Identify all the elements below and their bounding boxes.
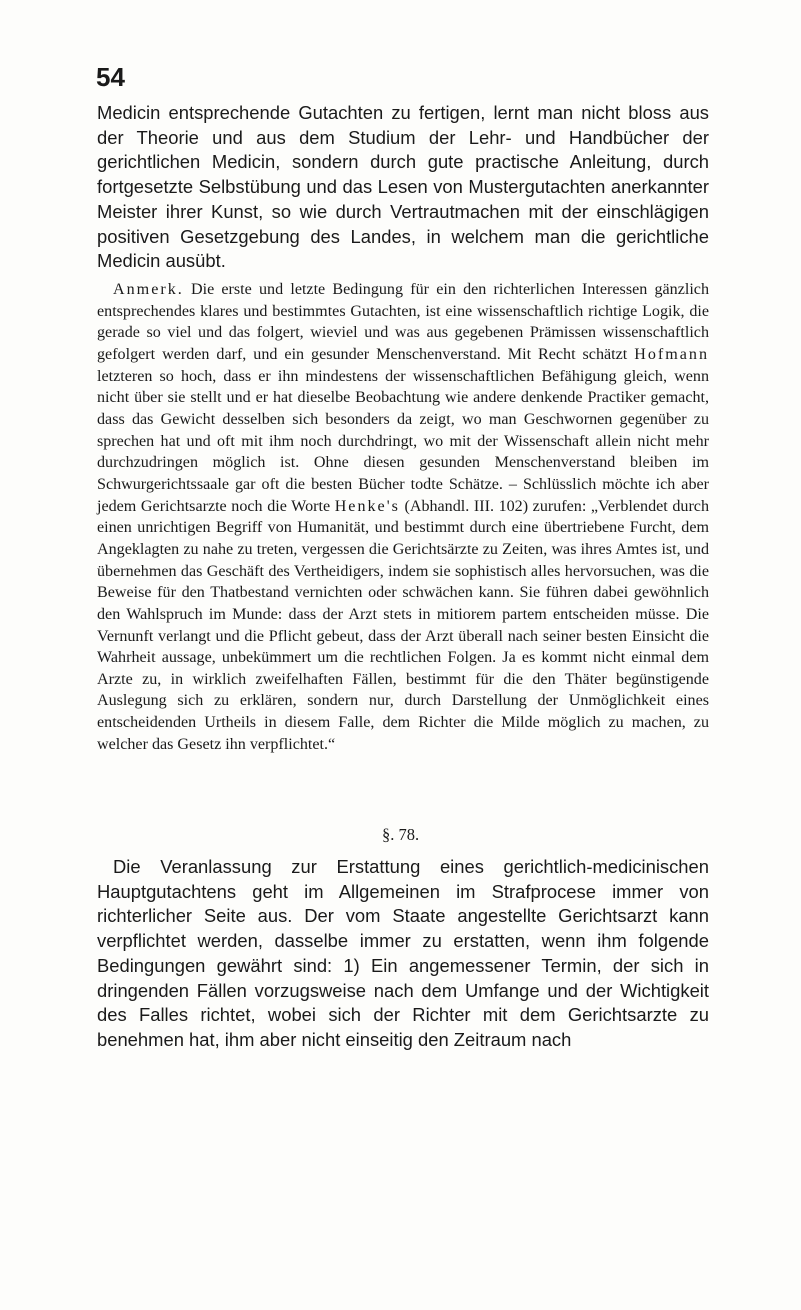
section-heading: §. 78. — [381, 825, 420, 844]
note-text-part-1: Die erste und letzte Bedingung für ein den richterlichen Interessen gänzlich entsprechendes klares und bestimmtes Gutachten, ist eine wissenschaftlich richtige Logik, die gerade so viel und das folgert, wieviel und was aus gegebenen Prämissen wissenschaftlich gefolgert werden darf, und ein gesunder Menschenverstand. Mit Recht schätzt — [97, 281, 709, 363]
body-paragraph-1: Medicin entsprechende Gutachten zu fertigen, lernt man nicht bloss aus der Theorie und aus dem Studium der Lehr- und Handbücher der gerichtlichen Medicin, sondern durch gute practische Anleitung, durch fortgesetzte Selbstübung und das Lesen von Mustergutachten anerkannter Meister ihrer Kunst, so wie durch Vertrautmachen mit der einschlägigen positiven Gesetzgebung des Landes, in welchem man die gerichtliche Medicin ausübt. — [97, 102, 709, 272]
annotation-note — [97, 279, 709, 755]
note-label: Anmerk. — [113, 281, 184, 298]
note-text-part-2: letzteren so hoch, dass er ihn mindestens der wissenschaftlichen Befähigung gleich, wenn nicht über sie stellt und er hat dieselbe Beobachtung wie andere denkende Practiker gemacht, dass das Gewicht desselben sich besonders da zeigt, wo man Geschwornen gegenüber zu sprechen hat und oft mit ihm noch durchdringt, wo mit der Wissenschaft allein nicht mehr durchzudringen möglich ist. Ohne diesen gesunden Menschenverstand bleiben im Schwurgerichtssaale gar oft die besten Bücher todte Schätze. – Schlüsslich möchte ich aber jedem Gerichtsarzte noch die Worte — [97, 367, 709, 515]
note-text-part-3: (Abhandl. III. 102) zurufen: „Verblendet durch einen unrichtigen Begriff von Humanität, und bestimmt durch eine übertriebene Furcht, dem Angeklagten zu nahe zu treten, vergessen die Gerichtsärzte zu Zeiten, was ihres Amtes ist, und übernehmen das Geschäft des Vertheidigers, indem sie sophistisch alles hervorsuchen, was die Beweise für den Thatbestand vernichten oder schwächen kann. Sie führen dabei gewöhnlich den Wahlspruch im Munde: dass der Arzt stets in mitiorem partem entscheiden müsse. Die Vernunft verlangt und die Pflicht gebeut, dass der Arzt überall nach seiner besten Einsicht die Wahrheit aussage, unbekümmert um die rechtlichen Folgen. Ja es kommt nicht einmal dem Arzte zu, in wirklich zweifelhaften Fällen, bestimmt für die den Thäter begünstigende Auslegung sich zu erklären, sondern nur, durch Darstellung der Unmöglichkeit eines entscheidenden Urtheils in diesem Falle, dem Richter die Milde möglich zu machen, zu welcher das Gesetz ihn verpflichtet.“ — [97, 497, 709, 753]
note-name-hofmann: Hofmann — [634, 345, 709, 363]
body-paragraph-2: Die Veranlassung zur Erstattung eines gerichtlich-medicinischen Hauptgutachtens geht im Allgemeinen im Strafprocese immer von richterlicher Seite aus. Der vom Staate angestellte Gerichtsarzt kann verpflichtet werden, dasselbe immer zu erstatten, wenn ihm folgende Bedingungen gewährt sind: 1) Ein angemessener Termin, der sich in dringenden Fällen vorzugsweise nach dem Umfange und der Wichtigkeit des Falles richtet, wobei sich der Richter mit dem Gerichtsarzte zu benehmen hat, ihm aber nicht einseitig den Zeitraum nach — [97, 856, 709, 1050]
note-name-henke: Henke's — [334, 497, 400, 515]
page-number: 54 — [96, 62, 125, 92]
